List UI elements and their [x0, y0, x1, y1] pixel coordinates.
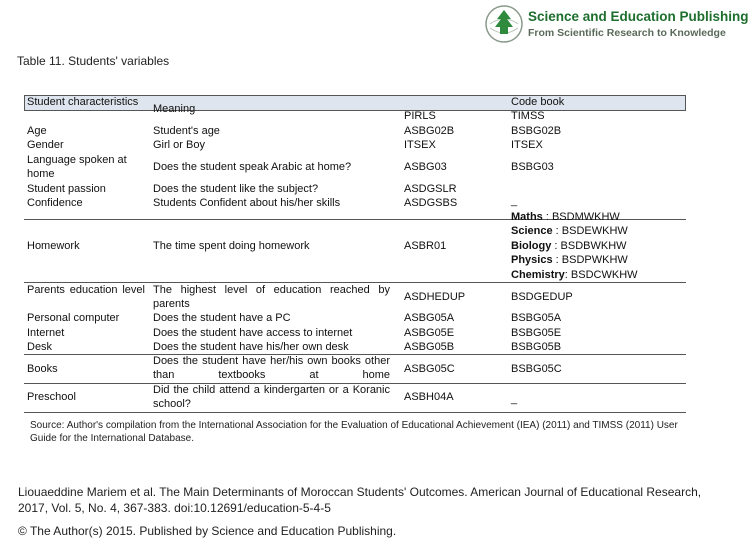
meaning-age: Student's age	[153, 125, 220, 137]
pirls-code-homework: ASBR01	[404, 240, 447, 252]
characteristic-parents-education: Parents education level	[27, 284, 145, 296]
timss-code-language: BSBG03	[511, 161, 554, 173]
characteristic-internet: Internet	[27, 327, 65, 339]
timss-homework-science: Science : BSDEWKHW	[511, 225, 628, 238]
pirls-code-confidence: ASDGSBS	[404, 197, 458, 209]
pirls-code-language: ASBG03	[404, 161, 447, 173]
characteristic-homework: Homework	[27, 240, 80, 252]
pirls-code-preschool: ASBH04A	[404, 391, 454, 403]
students-variables-table	[24, 95, 686, 413]
pirls-code-age: ASBG02B	[404, 125, 455, 137]
timss-code-parents-education: BSDGEDUP	[511, 291, 573, 303]
header-characteristics: Student characteristics	[27, 96, 139, 108]
characteristic-confidence: Confidence	[27, 197, 83, 209]
logo-title: Science and Education Publishing	[528, 9, 749, 24]
timss-homework-list	[511, 210, 681, 282]
timss-code-preschool: _	[511, 393, 518, 405]
meaning-language: Does the student speak Arabic at home?	[153, 161, 352, 173]
meaning-confidence: Students Confident about his/her skills	[153, 197, 341, 209]
timss-homework-biology: Biology : BSDBWKHW	[511, 239, 627, 252]
timss-code-gender: ITSEX	[511, 139, 543, 151]
timss-code-internet: BSBG05E	[511, 327, 562, 339]
table-caption: Table 11. Students' variables	[17, 54, 170, 68]
meaning-homework: The time spent doing homework	[153, 240, 310, 252]
header-meaning: Meaning	[153, 103, 196, 115]
row-divider	[24, 412, 686, 413]
characteristic-books: Books	[27, 363, 58, 375]
characteristic-personal-computer: Personal computer	[27, 312, 120, 324]
characteristic-language: Language spoken at home	[27, 154, 127, 181]
pirls-code-gender: ITSEX	[404, 139, 436, 151]
characteristic-desk: Desk	[27, 341, 53, 353]
timss-code-personal-computer: BSBG05A	[511, 312, 562, 324]
timss-homework-physics: Physics : BSDPWKHW	[511, 254, 628, 267]
timss-code-books: BSBG05C	[511, 363, 562, 375]
meaning-internet: Does the student have access to internet	[153, 327, 353, 339]
meaning-preschool: Did the child attend a kindergarten or a Koranic school?	[153, 384, 390, 411]
meaning-books: Does the student have her/his own books other than textbooks at home	[153, 355, 390, 382]
header-timss: TIMSS	[511, 110, 545, 122]
pirls-code-passion: ASDGSLR	[404, 183, 457, 195]
table-source-note: Source: Author's compilation from the International Association for the Evaluation of Educational Achievement (IEA) (2011) and TIMSS (2011) User Guide for the International Database.	[30, 420, 678, 444]
article-citation: Liouaeddine Mariem et al. The Main Determinants of Moroccan Students' Outcomes. American Journal of Educational Research, 2017, Vol. 5, No. 4, 367-383. doi:10.12691/education-5-4-5	[18, 485, 702, 515]
publisher-logo	[484, 4, 749, 46]
timss-code-desk: BSBG05B	[511, 341, 562, 353]
timss-code-age: BSBG02B	[511, 125, 562, 137]
meaning-parents-education: The highest level of education reached by parents	[153, 284, 390, 311]
pirls-code-personal-computer: ASBG05A	[404, 312, 455, 324]
pirls-code-parents-education: ASDHEDUP	[404, 291, 466, 303]
row-divider	[24, 110, 686, 111]
characteristic-age: Age	[27, 125, 47, 137]
meaning-passion: Does the student like the subject?	[153, 183, 319, 195]
meaning-gender: Girl or Boy	[153, 139, 205, 151]
copyright-notice: © The Author(s) 2015. Published by Science and Education Publishing.	[18, 524, 397, 538]
header-pirls: PIRLS	[404, 110, 436, 122]
globe-tree-icon	[484, 4, 524, 44]
pirls-code-internet: ASBG05E	[404, 327, 455, 339]
logo-tagline: From Scientific Research to Knowledge	[528, 27, 726, 39]
characteristic-gender: Gender	[27, 139, 64, 151]
timss-homework-chemistry: Chemistry: BSDCWKHW	[511, 268, 638, 281]
meaning-personal-computer: Does the student have a PC	[153, 312, 291, 324]
meaning-desk: Does the student have his/her own desk	[153, 341, 349, 353]
header-code-book: Code book	[511, 96, 565, 108]
timss-code-passion: _	[511, 195, 518, 207]
characteristic-passion: Student passion	[27, 183, 106, 195]
pirls-code-books: ASBG05C	[404, 363, 455, 375]
timss-homework-maths: Maths : BSDMWKHW	[511, 211, 620, 223]
pirls-code-desk: ASBG05B	[404, 341, 455, 353]
characteristic-preschool: Preschool	[27, 391, 76, 403]
